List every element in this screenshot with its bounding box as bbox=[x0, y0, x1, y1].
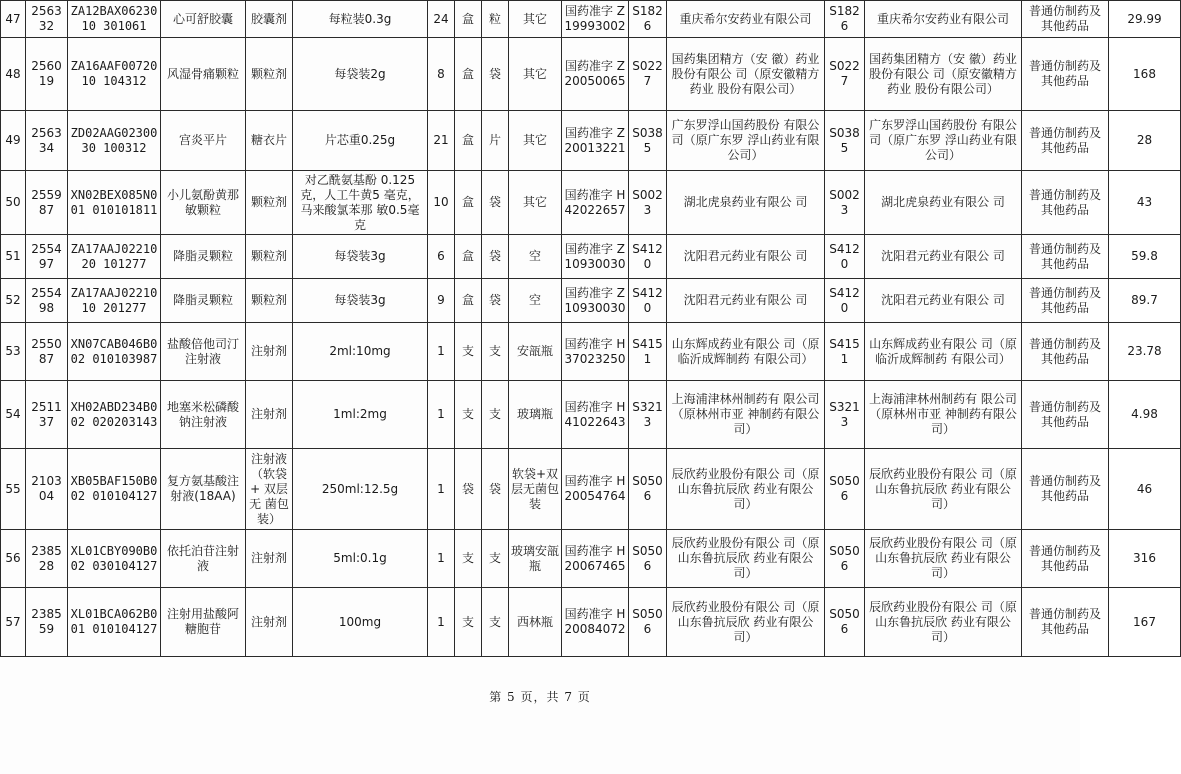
manufacturer-cell: 山东辉成药业有限公 司（原临沂成辉制药 有限公司） bbox=[667, 323, 825, 381]
package-unit-cell: 支 bbox=[455, 588, 482, 657]
code-cell: XB05BAF150B002 010104127 bbox=[68, 449, 161, 530]
quantity-cell: 1 bbox=[428, 530, 455, 588]
license-holder-cell: 辰欣药业股份有限公 司（原山东鲁抗辰欣 药业有限公司） bbox=[865, 449, 1022, 530]
id-cell: 255087 bbox=[26, 323, 68, 381]
dosage-form-cell: 颗粒剂 bbox=[246, 171, 293, 235]
category-cell: 普通仿制药及 其他药品 bbox=[1022, 279, 1109, 323]
min-unit-cell: 袋 bbox=[482, 279, 509, 323]
category-cell: 普通仿制药及 其他药品 bbox=[1022, 1, 1109, 38]
spec-cell: 每袋装3g bbox=[293, 235, 428, 279]
package-unit-cell: 盒 bbox=[455, 279, 482, 323]
package-unit-cell: 盒 bbox=[455, 38, 482, 111]
package-unit-cell: 支 bbox=[455, 323, 482, 381]
seq-cell: 55 bbox=[1, 449, 26, 530]
manufacturer-code-cell: S3213 bbox=[629, 381, 667, 449]
seq-cell: 56 bbox=[1, 530, 26, 588]
manufacturer-cell: 广东罗浮山国药股份 有限公司（原广东罗 浮山药业有限公司） bbox=[667, 111, 825, 171]
license-holder-cell: 国药集团精方（安 徽）药业股份有限公 司（原安徽精方药业 股份有限公司） bbox=[865, 38, 1022, 111]
code-cell: XH02ABD234B002 020203143 bbox=[68, 381, 161, 449]
quantity-cell: 21 bbox=[428, 111, 455, 171]
dosage-form-cell: 糖衣片 bbox=[246, 111, 293, 171]
id-cell: 256019 bbox=[26, 38, 68, 111]
min-unit-cell: 支 bbox=[482, 588, 509, 657]
id-cell: 256334 bbox=[26, 111, 68, 171]
table-body bbox=[1, 1, 1181, 657]
approval-number-cell: 国药准字 H20054764 bbox=[562, 449, 629, 530]
dosage-form-cell: 注射剂 bbox=[246, 323, 293, 381]
manufacturer-cell: 沈阳君元药业有限公 司 bbox=[667, 279, 825, 323]
min-unit-cell: 支 bbox=[482, 530, 509, 588]
drug-name-cell: 宫炎平片 bbox=[161, 111, 246, 171]
holder-code-cell: S4120 bbox=[825, 235, 865, 279]
manufacturer-cell: 湖北虎泉药业有限公 司 bbox=[667, 171, 825, 235]
id-cell: 255498 bbox=[26, 279, 68, 323]
packaging-cell: 玻璃安瓿 瓶 bbox=[509, 530, 562, 588]
min-unit-cell: 片 bbox=[482, 111, 509, 171]
table-row bbox=[1, 381, 1181, 449]
seq-cell: 47 bbox=[1, 1, 26, 38]
price-cell: 29.99 bbox=[1109, 1, 1181, 38]
quantity-cell: 1 bbox=[428, 588, 455, 657]
price-cell: 168 bbox=[1109, 38, 1181, 111]
manufacturer-cell: 上海浦津林州制药有 限公司（原林州市亚 神制药有限公司） bbox=[667, 381, 825, 449]
table-row bbox=[1, 171, 1181, 235]
drug-name-cell: 降脂灵颗粒 bbox=[161, 235, 246, 279]
approval-number-cell: 国药准字 Z20013221 bbox=[562, 111, 629, 171]
approval-number-cell: 国药准字 H41022643 bbox=[562, 381, 629, 449]
approval-number-cell: 国药准字 H20084072 bbox=[562, 588, 629, 657]
license-holder-cell: 沈阳君元药业有限公 司 bbox=[865, 279, 1022, 323]
category-cell: 普通仿制药及 其他药品 bbox=[1022, 323, 1109, 381]
manufacturer-code-cell: S4120 bbox=[629, 235, 667, 279]
spec-cell: 每粒装0.3g bbox=[293, 1, 428, 38]
quantity-cell: 6 bbox=[428, 235, 455, 279]
code-cell: XN02BEX085N001 010101811 bbox=[68, 171, 161, 235]
manufacturer-code-cell: S0385 bbox=[629, 111, 667, 171]
approval-number-cell: 国药准字 H37023250 bbox=[562, 323, 629, 381]
quantity-cell: 8 bbox=[428, 38, 455, 111]
code-cell: XN07CAB046B002 010103987 bbox=[68, 323, 161, 381]
price-cell: 316 bbox=[1109, 530, 1181, 588]
min-unit-cell: 袋 bbox=[482, 449, 509, 530]
seq-cell: 53 bbox=[1, 323, 26, 381]
id-cell: 238559 bbox=[26, 588, 68, 657]
packaging-cell: 空 bbox=[509, 235, 562, 279]
id-cell: 210304 bbox=[26, 449, 68, 530]
min-unit-cell: 袋 bbox=[482, 38, 509, 111]
quantity-cell: 10 bbox=[428, 171, 455, 235]
price-cell: 89.7 bbox=[1109, 279, 1181, 323]
id-cell: 251137 bbox=[26, 381, 68, 449]
holder-code-cell: S1826 bbox=[825, 1, 865, 38]
manufacturer-cell: 沈阳君元药业有限公 司 bbox=[667, 235, 825, 279]
holder-code-cell: S0506 bbox=[825, 588, 865, 657]
category-cell: 普通仿制药及 其他药品 bbox=[1022, 235, 1109, 279]
package-unit-cell: 支 bbox=[455, 381, 482, 449]
package-unit-cell: 盒 bbox=[455, 1, 482, 38]
packaging-cell: 西林瓶 bbox=[509, 588, 562, 657]
code-cell: ZA17AAJ0221010 201277 bbox=[68, 279, 161, 323]
holder-code-cell: S0506 bbox=[825, 530, 865, 588]
category-cell: 普通仿制药及 其他药品 bbox=[1022, 38, 1109, 111]
drug-name-cell: 复方氨基酸注 射液(18AA) bbox=[161, 449, 246, 530]
manufacturer-cell: 国药集团精方（安 徽）药业股份有限公 司（原安徽精方药业 股份有限公司） bbox=[667, 38, 825, 111]
category-cell: 普通仿制药及 其他药品 bbox=[1022, 588, 1109, 657]
code-cell: XL01BCA062B001 010104127 bbox=[68, 588, 161, 657]
min-unit-cell: 袋 bbox=[482, 235, 509, 279]
manufacturer-code-cell: S0506 bbox=[629, 449, 667, 530]
manufacturer-code-cell: S1826 bbox=[629, 1, 667, 38]
drug-name-cell: 依托泊苷注射 液 bbox=[161, 530, 246, 588]
seq-cell: 52 bbox=[1, 279, 26, 323]
seq-cell: 49 bbox=[1, 111, 26, 171]
table-row bbox=[1, 588, 1181, 657]
dosage-form-cell: 颗粒剂 bbox=[246, 235, 293, 279]
license-holder-cell: 湖北虎泉药业有限公 司 bbox=[865, 171, 1022, 235]
holder-code-cell: S0385 bbox=[825, 111, 865, 171]
license-holder-cell: 山东辉成药业有限公 司（原临沂成辉制药 有限公司） bbox=[865, 323, 1022, 381]
spec-cell: 250ml:12.5g bbox=[293, 449, 428, 530]
manufacturer-cell: 重庆希尔安药业有限公司 bbox=[667, 1, 825, 38]
manufacturer-code-cell: S0227 bbox=[629, 38, 667, 111]
holder-code-cell: S0506 bbox=[825, 449, 865, 530]
category-cell: 普通仿制药及 其他药品 bbox=[1022, 171, 1109, 235]
dosage-form-cell: 注射剂 bbox=[246, 381, 293, 449]
price-cell: 46 bbox=[1109, 449, 1181, 530]
seq-cell: 51 bbox=[1, 235, 26, 279]
code-cell: XL01CBY090B002 030104127 bbox=[68, 530, 161, 588]
approval-number-cell: 国药准字 Z10930030 bbox=[562, 279, 629, 323]
license-holder-cell: 沈阳君元药业有限公 司 bbox=[865, 235, 1022, 279]
spec-cell: 100mg bbox=[293, 588, 428, 657]
packaging-cell: 其它 bbox=[509, 1, 562, 38]
seq-cell: 50 bbox=[1, 171, 26, 235]
spec-cell: 片芯重0.25g bbox=[293, 111, 428, 171]
spec-cell: 2ml:10mg bbox=[293, 323, 428, 381]
spec-cell: 5ml:0.1g bbox=[293, 530, 428, 588]
approval-number-cell: 国药准字 Z10930030 bbox=[562, 235, 629, 279]
category-cell: 普通仿制药及 其他药品 bbox=[1022, 381, 1109, 449]
license-holder-cell: 辰欣药业股份有限公 司（原山东鲁抗辰欣 药业有限公司） bbox=[865, 588, 1022, 657]
quantity-cell: 1 bbox=[428, 381, 455, 449]
code-cell: ZA12BAX0623010 301061 bbox=[68, 1, 161, 38]
dosage-form-cell: 颗粒剂 bbox=[246, 279, 293, 323]
approval-number-cell: 国药准字 H42022657 bbox=[562, 171, 629, 235]
packaging-cell: 玻璃瓶 bbox=[509, 381, 562, 449]
table-row bbox=[1, 1, 1181, 38]
drug-name-cell: 地塞米松磷酸 钠注射液 bbox=[161, 381, 246, 449]
table-row bbox=[1, 235, 1181, 279]
id-cell: 255497 bbox=[26, 235, 68, 279]
holder-code-cell: S4120 bbox=[825, 279, 865, 323]
drug-name-cell: 心可舒胶囊 bbox=[161, 1, 246, 38]
price-cell: 4.98 bbox=[1109, 381, 1181, 449]
approval-number-cell: 国药准字 Z20050065 bbox=[562, 38, 629, 111]
manufacturer-code-cell: S4151 bbox=[629, 323, 667, 381]
page-footer bbox=[0, 688, 1080, 705]
min-unit-cell: 支 bbox=[482, 381, 509, 449]
drug-name-cell: 盐酸倍他司汀 注射液 bbox=[161, 323, 246, 381]
holder-code-cell: S4151 bbox=[825, 323, 865, 381]
drug-name-cell: 降脂灵颗粒 bbox=[161, 279, 246, 323]
quantity-cell: 1 bbox=[428, 449, 455, 530]
id-cell: 255987 bbox=[26, 171, 68, 235]
spec-cell: 每袋装3g bbox=[293, 279, 428, 323]
category-cell: 普通仿制药及 其他药品 bbox=[1022, 449, 1109, 530]
license-holder-cell: 上海浦津林州制药有 限公司（原林州市亚 神制药有限公司） bbox=[865, 381, 1022, 449]
manufacturer-code-cell: S0506 bbox=[629, 530, 667, 588]
spec-cell: 1ml:2mg bbox=[293, 381, 428, 449]
holder-code-cell: S0023 bbox=[825, 171, 865, 235]
dosage-form-cell: 注射液 （软袋+ 双层无 菌包 装） bbox=[246, 449, 293, 530]
seq-cell: 48 bbox=[1, 38, 26, 111]
approval-number-cell: 国药准字 Z19993002 bbox=[562, 1, 629, 38]
price-cell: 23.78 bbox=[1109, 323, 1181, 381]
manufacturer-code-cell: S0506 bbox=[629, 588, 667, 657]
seq-cell: 54 bbox=[1, 381, 26, 449]
table-row bbox=[1, 279, 1181, 323]
manufacturer-code-cell: S0023 bbox=[629, 171, 667, 235]
table-row bbox=[1, 111, 1181, 171]
category-cell: 普通仿制药及 其他药品 bbox=[1022, 530, 1109, 588]
table-row bbox=[1, 449, 1181, 530]
code-cell: ZD02AAG0230030 100312 bbox=[68, 111, 161, 171]
packaging-cell: 其它 bbox=[509, 38, 562, 111]
dosage-form-cell: 注射剂 bbox=[246, 588, 293, 657]
quantity-cell: 24 bbox=[428, 1, 455, 38]
packaging-cell: 安瓿瓶 bbox=[509, 323, 562, 381]
table-row bbox=[1, 323, 1181, 381]
table-row bbox=[1, 38, 1181, 111]
id-cell: 238528 bbox=[26, 530, 68, 588]
license-holder-cell: 重庆希尔安药业有限公司 bbox=[865, 1, 1022, 38]
min-unit-cell: 粒 bbox=[482, 1, 509, 38]
manufacturer-cell: 辰欣药业股份有限公 司（原山东鲁抗辰欣 药业有限公司） bbox=[667, 588, 825, 657]
license-holder-cell: 广东罗浮山国药股份 有限公司（原广东罗 浮山药业有限公司） bbox=[865, 111, 1022, 171]
packaging-cell: 软袋+双 层无菌包 装 bbox=[509, 449, 562, 530]
table-row bbox=[1, 530, 1181, 588]
holder-code-cell: S3213 bbox=[825, 381, 865, 449]
spec-cell: 对乙酰氨基酚 0.125克，人工牛黄5 毫克，马来酸氯苯那 敏0.5毫克 bbox=[293, 171, 428, 235]
quantity-cell: 1 bbox=[428, 323, 455, 381]
manufacturer-cell: 辰欣药业股份有限公 司（原山东鲁抗辰欣 药业有限公司） bbox=[667, 449, 825, 530]
price-cell: 167 bbox=[1109, 588, 1181, 657]
packaging-cell: 其它 bbox=[509, 171, 562, 235]
holder-code-cell: S0227 bbox=[825, 38, 865, 111]
id-cell: 256332 bbox=[26, 1, 68, 38]
code-cell: ZA16AAF0072010 104312 bbox=[68, 38, 161, 111]
price-cell: 28 bbox=[1109, 111, 1181, 171]
package-unit-cell: 袋 bbox=[455, 449, 482, 530]
min-unit-cell: 袋 bbox=[482, 171, 509, 235]
category-cell: 普通仿制药及 其他药品 bbox=[1022, 111, 1109, 171]
seq-cell: 57 bbox=[1, 588, 26, 657]
package-unit-cell: 盒 bbox=[455, 235, 482, 279]
price-cell: 43 bbox=[1109, 171, 1181, 235]
page-number-label: 第 5 页，共 7 页 bbox=[489, 690, 591, 704]
packaging-cell: 空 bbox=[509, 279, 562, 323]
package-unit-cell: 盒 bbox=[455, 111, 482, 171]
drug-name-cell: 风湿骨痛颗粒 bbox=[161, 38, 246, 111]
approval-number-cell: 国药准字 H20067465 bbox=[562, 530, 629, 588]
drug-name-cell: 注射用盐酸阿 糖胞苷 bbox=[161, 588, 246, 657]
code-cell: ZA17AAJ0221020 101277 bbox=[68, 235, 161, 279]
min-unit-cell: 支 bbox=[482, 323, 509, 381]
drug-name-cell: 小儿氨酚黄那 敏颗粒 bbox=[161, 171, 246, 235]
quantity-cell: 9 bbox=[428, 279, 455, 323]
dosage-form-cell: 注射剂 bbox=[246, 530, 293, 588]
manufacturer-code-cell: S4120 bbox=[629, 279, 667, 323]
spec-cell: 每袋装2g bbox=[293, 38, 428, 111]
price-cell: 59.8 bbox=[1109, 235, 1181, 279]
dosage-form-cell: 颗粒剂 bbox=[246, 38, 293, 111]
packaging-cell: 其它 bbox=[509, 111, 562, 171]
license-holder-cell: 辰欣药业股份有限公 司（原山东鲁抗辰欣 药业有限公司） bbox=[865, 530, 1022, 588]
dosage-form-cell: 胶囊剂 bbox=[246, 1, 293, 38]
package-unit-cell: 支 bbox=[455, 530, 482, 588]
manufacturer-cell: 辰欣药业股份有限公 司（原山东鲁抗辰欣 药业有限公司） bbox=[667, 530, 825, 588]
package-unit-cell: 盒 bbox=[455, 171, 482, 235]
